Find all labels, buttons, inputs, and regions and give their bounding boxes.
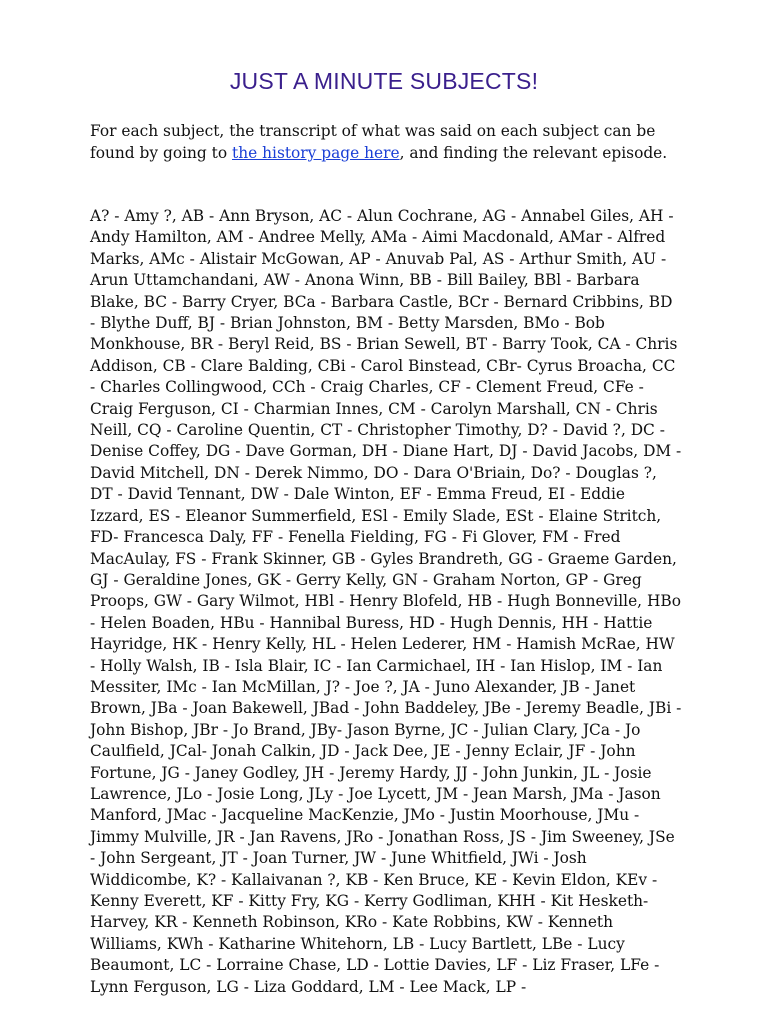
history-page-link[interactable]: the history page here (232, 144, 400, 162)
page-title: JUST A MINUTE SUBJECTS! (229, 68, 539, 94)
intro-text-before-link: For each subject, the transcript of what was said on each subject can be found by going to (90, 122, 656, 162)
intro-text-after-link: , and finding the relevant episode. (399, 144, 668, 162)
panelist-abbreviation-list: A? - Amy ?, AB - Ann Bryson, AC - Alun Cochrane, AG - Annabel Giles, AH - Andy Hamilton, AM - Andree Melly, AMa - Aimi Macdonald, AMar - Alfred Marks, AMc - Alistair McGowan, AP - Anuvab Pal, AS - Arthur Smith, AU - Arun Uttamchandani, AW - Anona Winn, BB - Bill Bailey, BBl - Barbara Blake, BC - Barry Cryer, BCa - Barbara Castle, BCr - Bernard Cribbins, BD - Blythe Duff, BJ - Brian Johnston, BM - Betty Marsden, BMo - Bob Monkhouse, BR - Beryl Reid, BS - Brian Sewell, BT - Barry Took, CA - Chris Addison, CB - Clare Balding, CBi - Carol Binstead, CBr- Cyrus Broacha, CC - Charles Collingwood, CCh - Craig Charles, CF - Clement Freud, CFe - Craig Ferguson, CI - Charmian Innes, CM - Carolyn Marshall, CN - Chris Neill, CQ - Caroline Quentin, CT - Christopher Timothy, D? - David ?, DC - Denise Coffey, DG - Dave Gorman, DH - Diane Hart, DJ - David Jacobs, DM - David Mitchell, DN - Derek Nimmo, DO - Dara O'Briain, Do? - Douglas ?, DT - David Tennant, DW - Dale Winton, EF - Emma Freud, EI - Eddie Izzard, ES - Eleanor Summerfield, ESl - Emily Slade, ESt - Elaine Stritch, FD- Francesca Daly, FF - Fenella Fielding, FG - Fi Glover, FM - Fred MacAulay, FS - Frank Skinner, GB - Gyles Brandreth, GG - Graeme Garden, GJ - Geraldine Jones, GK - Gerry Kelly, GN - Graham Norton, GP - Greg Proops, GW - Gary Wilmot, HBl - Henry Blofeld, HB - Hugh Bonneville, HBo - Helen Boaden, HBu - Hannibal Buress, HD - Hugh Dennis, HH - Hattie Hayridge, HK - Henry Kelly, HL - Helen Lederer, HM - Hamish McRae, HW - Holly Walsh, IB - Isla Blair, IC - Ian Carmichael, IH - Ian Hislop, IM - Ian Messiter, IMc - Ian McMillan, J? - Joe ?, JA - Juno Alexander, JB - Janet Brown, JBa - Joan Bakewell, JBad - John Baddeley, JBe - Jeremy Beadle, JBi - John Bishop, JBr - Jo Brand, JBy- Jason Byrne, JC - Julian Clary, JCa - Jo Caulfield, JCal- Jonah Calkin, JD - Jack Dee, JE - Jenny Eclair, JF - John Fortune, JG - Janey Godley, JH - Jeremy Hardy, JJ - John Junkin, JL - Josie Lawrence, JLo - Josie Long, JLy - Joe Lycett, JM - Jean Marsh, JMa - Jason Manford, JMac - Jacqueline MacKenzie, JMo - Justin Moorhouse, JMu - Jimmy Mulville, JR - Jan Ravens, JRo - Jonathan Ross, JS - Jim Sweeney, JSe - John Sergeant, JT - Joan Turner, JW - June Whitfield, JWi - Josh Widdicombe, K? - Kallaivanan ?, KB - Ken Bruce, KE - Kevin Eldon, KEv - Kenny Everett, KF - Kitty Fry, KG - Kerry Godliman, KHH - Kit Hesketh-Harvey, KR - Kenneth Robinson, KRo - Kate Robbins, KW - Kenneth Williams, KWh - Katharine Whitehorn, LB - Lucy Bartlett, LBe - Lucy Beaumont, LC - Lorraine Chase, LD - Lottie Davies, LF - Liz Fraser, LFe - Lynn Ferguson, LG - Liza Goddard, LM - Lee Mack, LP - (90, 207, 682, 996)
intro-paragraph (90, 120, 690, 164)
